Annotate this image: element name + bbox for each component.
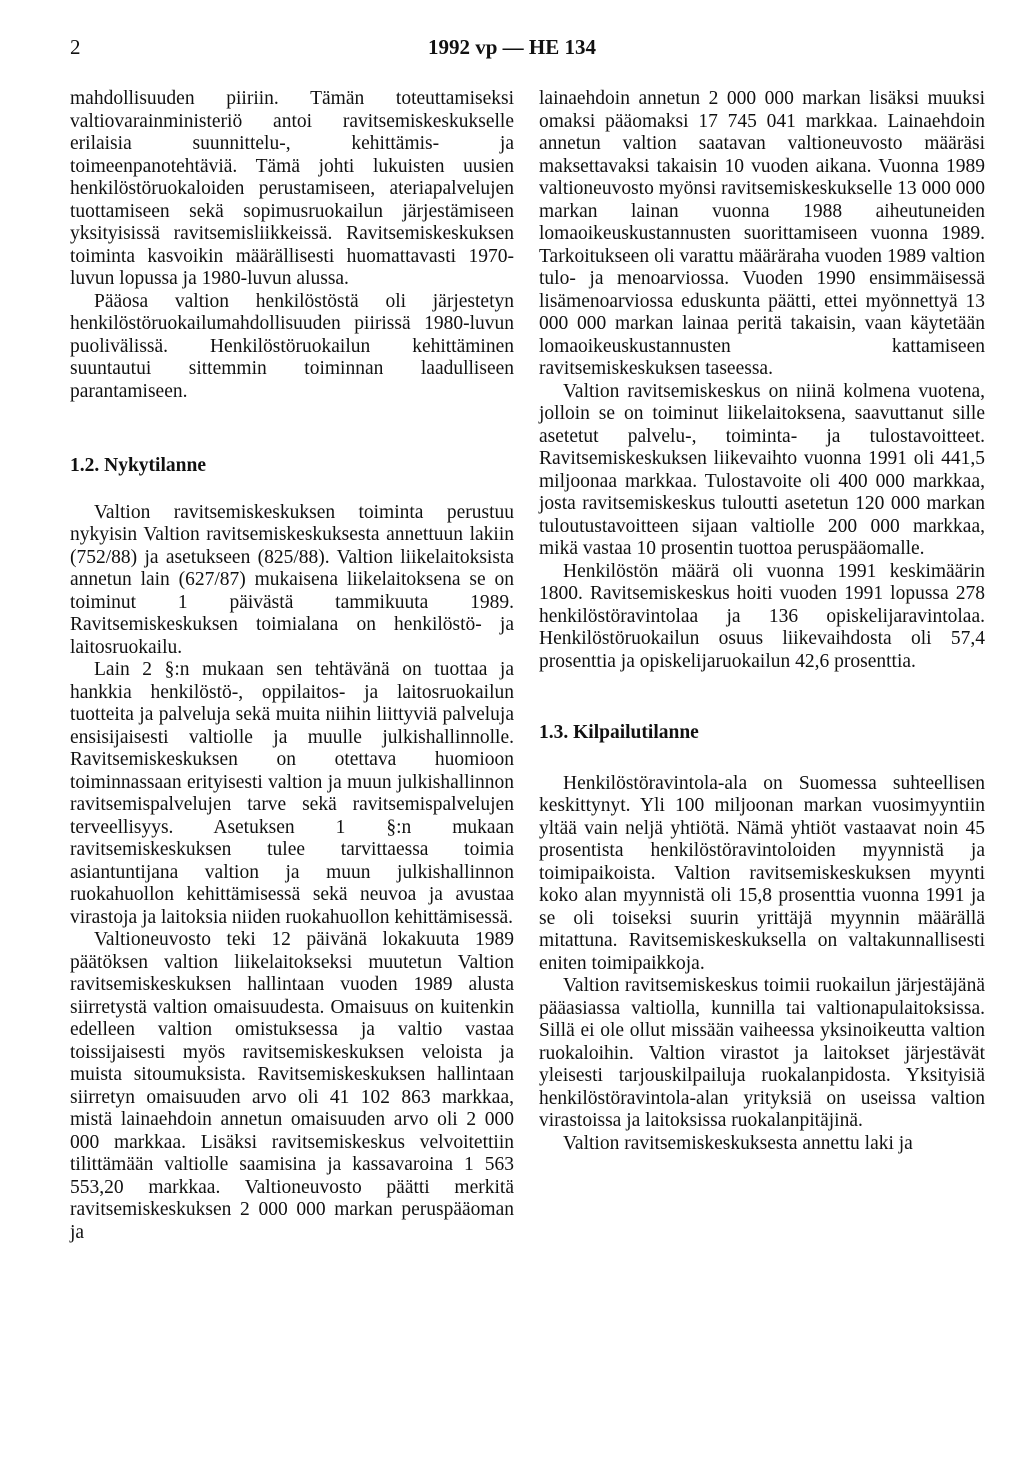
paragraph: Henkilöstöravintola-ala on Suomessa suhteellisen keskittynyt. Yli 100 miljoonan markan vuosimyyntiin yltää vain neljä yhtiötä. Nämä yhtiöt vastaavat noin 45 prosentista henkilöstöravintoloiden myynnistä ja toimipaikoista. Valtion ravitsemiskeskuksen myynti koko alan myynnistä oli 15,8 prosenttia vuonna 1991 ja se oli toiseksi suurin yrittäjä myynnin määrällä mitattuna. Ravitsemiskeskuksella on valtakunnallisesti eniten toimipaikkoja.: [539, 772, 985, 974]
paragraph: Lain 2 §:n mukaan sen tehtävänä on tuottaa ja hankkia henkilöstö-, oppilaitos- ja laitosruokailun tuotteita ja palveluja sekä muita niihin liittyviä palveluja ensisijaisesti valtiolle ja muulle julkishallinnolle. Ravitsemiskeskuksen on otettava huomioon toiminnassaan erityisesti valtion ja muun julkishallinnon ravitsemispalvelujen tarve sekä ravitsemispalvelujen terveellisyys. Asetuksen 1 §:n mukaan ravitsemiskeskuksen tulee tarvittaessa toimia asiantuntijana valtion ja muun julkishallinnon ruokahuollon kehittämisessä sekä neuvoa ja avustaa virastoja ja laitoksia niiden ruokahuollon kehittämisessä.: [70, 659, 514, 928]
paragraph: Valtioneuvosto teki 12 päivänä lokakuuta 1989 päätöksen valtion liikelaitokseksi muutetun Valtion ravitsemiskeskuksen hallintaan vuoden 1989 alusta siirretystä valtion omaisuudesta. Omaisuus on kuitenkin edelleen valtion omistuksessa ja valtio vastaa toissijaisesti myös ravitsemiskeskuksen veloista ja muista sitoumuksista. Ravitsemiskeskuksen hallintaan siirretyn omaisuuden arvo oli 41 102 863 markkaa, mistä lainaehdoin annetun omaisuuden arvo oli 2 000 000 markkaa. Lisäksi ravitsemiskeskus velvoitettiin tilittämään valtiolle saamisina ja kassavaroina 1 563 553,20 markkaa. Valtioneuvosto päätti merkitä ravitsemiskeskuksen 2 000 000 markan peruspääoman ja: [70, 929, 514, 1243]
paragraph: lainaehdoin annetun 2 000 000 markan lisäksi muuksi omaksi pääomaksi 17 745 041 markkaa. Lainaehdoin annetun valtion saatavan valtioneuvosto määräsi maksettavaksi takaisin 10 vuoden aikana. Vuonna 1989 valtioneuvosto myönsi ravitsemiskeskukselle 13 000 000 markan lainan vuonna 1988 aiheutuneiden lomaoikeuskustannusten suorittamiseen vuonna 1989. Tarkoitukseen oli varattu määräraha vuoden 1989 valtion tulo- ja menoarviossa. Vuoden 1990 ensimmäisessä lisämenoarviossa eduskunta päätti, ettei myönnettyä 13 000 000 markan lainaa peritä takaisin, vaan käytetään lomaoikeuskustannusten kattamiseen ravitsemiskeskuksen taseessa.: [539, 88, 985, 379]
running-header: 1992 vp — HE 134: [427, 35, 597, 59]
paragraph: Valtion ravitsemiskeskus toimii ruokailun järjestäjänä pääasiassa valtiolla, kunnilla tai valtionapulaitoksissa. Sillä ei ole ollut missään vaiheessa yksinoikeutta valtion ruokaloihin. Valtion virastot ja laitokset järjestävät yleisesti tarjouskilpailuja ruokalanpidosta. Yksityisiä henkilöstöravintola-alan yrityksiä on useissa valtion virastoissa ja laitoksissa ruokalanpitäjinä.: [539, 975, 985, 1131]
paragraph: Pääosa valtion henkilöstöstä oli järjestetyn henkilöstöruokailumahdollisuuden piirissä 1980-luvun puolivälissä. Henkilöstöruokailun kehittäminen suuntautui sittemmin toiminnan laadulliseen parantamiseen.: [70, 290, 514, 402]
page-number: 2: [70, 35, 81, 59]
paragraph: Henkilöstön määrä oli vuonna 1991 keskimäärin 1800. Ravitsemiskeskus hoiti vuoden 1991 lopussa 278 henkilöstöravintolaa ja 136 opiskelijaravintolaa. Henkilöstöruokailun osuus liikevaihdosta oli 57,4 prosenttia ja opiskelijaruokailun 42,6 prosenttia.: [539, 560, 985, 672]
paragraph: Valtion ravitsemiskeskuksen toiminta perustuu nykyisin Valtion ravitsemiskeskuksesta annettuun lakiin (752/88) ja asetukseen (825/88). Valtion liikelaitoksista annetun lain (627/87) mukaisena liikelaitoksena se on toiminut 1 päivästä tammikuuta 1989. Ravitsemiskeskuksen toimialana on henkilöstö- ja laitosruokailu.: [70, 501, 514, 658]
paragraph: Valtion ravitsemiskeskuksesta annettu laki ja: [563, 1132, 913, 1154]
paragraph: Valtion ravitsemiskeskus on niinä kolmena vuotena, jolloin se on toiminut liikelaitoksena, saavuttanut sille asetetut palvelu-, toiminta- ja tulostavoitteet. Ravitsemiskeskuksen liikevaihto vuonna 1991 oli 441,5 miljoonaa markkaa. Tulostavoite oli 400 000 markkaa, josta ravitsemiskeskus tuloutti asetetun 120 000 markan tuloutustavoitteen sijaan valtiolle 200 000 markkaa, mikä vastaa 10 prosentin tuottoa peruspääomalle.: [539, 380, 985, 559]
right-column: [539, 88, 985, 1155]
section-heading: 1.3. Kilpailutilanne: [539, 722, 699, 743]
paragraph: mahdollisuuden piiriin. Tämän toteuttamiseksi valtiovarainministeriö antoi ravitsemiskeskukselle erilaisia suunnittelu-, kehittämis- ja toimeenpanotehtäviä. Tämä johti lukuisten uusien henkilöstöruokaloiden perustamiseen, ateriapalvelujen tuottamiseen sekä sopimusruokailun järjestämiseen yksityisissä ravitsemisliikkeissä. Ravitsemiskeskuksen toiminta kasvoikin määrällisesti huomattavasti 1970-luvun lopussa ja 1980-luvun alussa.: [70, 88, 514, 289]
section-heading: 1.2. Nykytilanne: [70, 455, 206, 476]
left-column: [70, 88, 514, 1244]
